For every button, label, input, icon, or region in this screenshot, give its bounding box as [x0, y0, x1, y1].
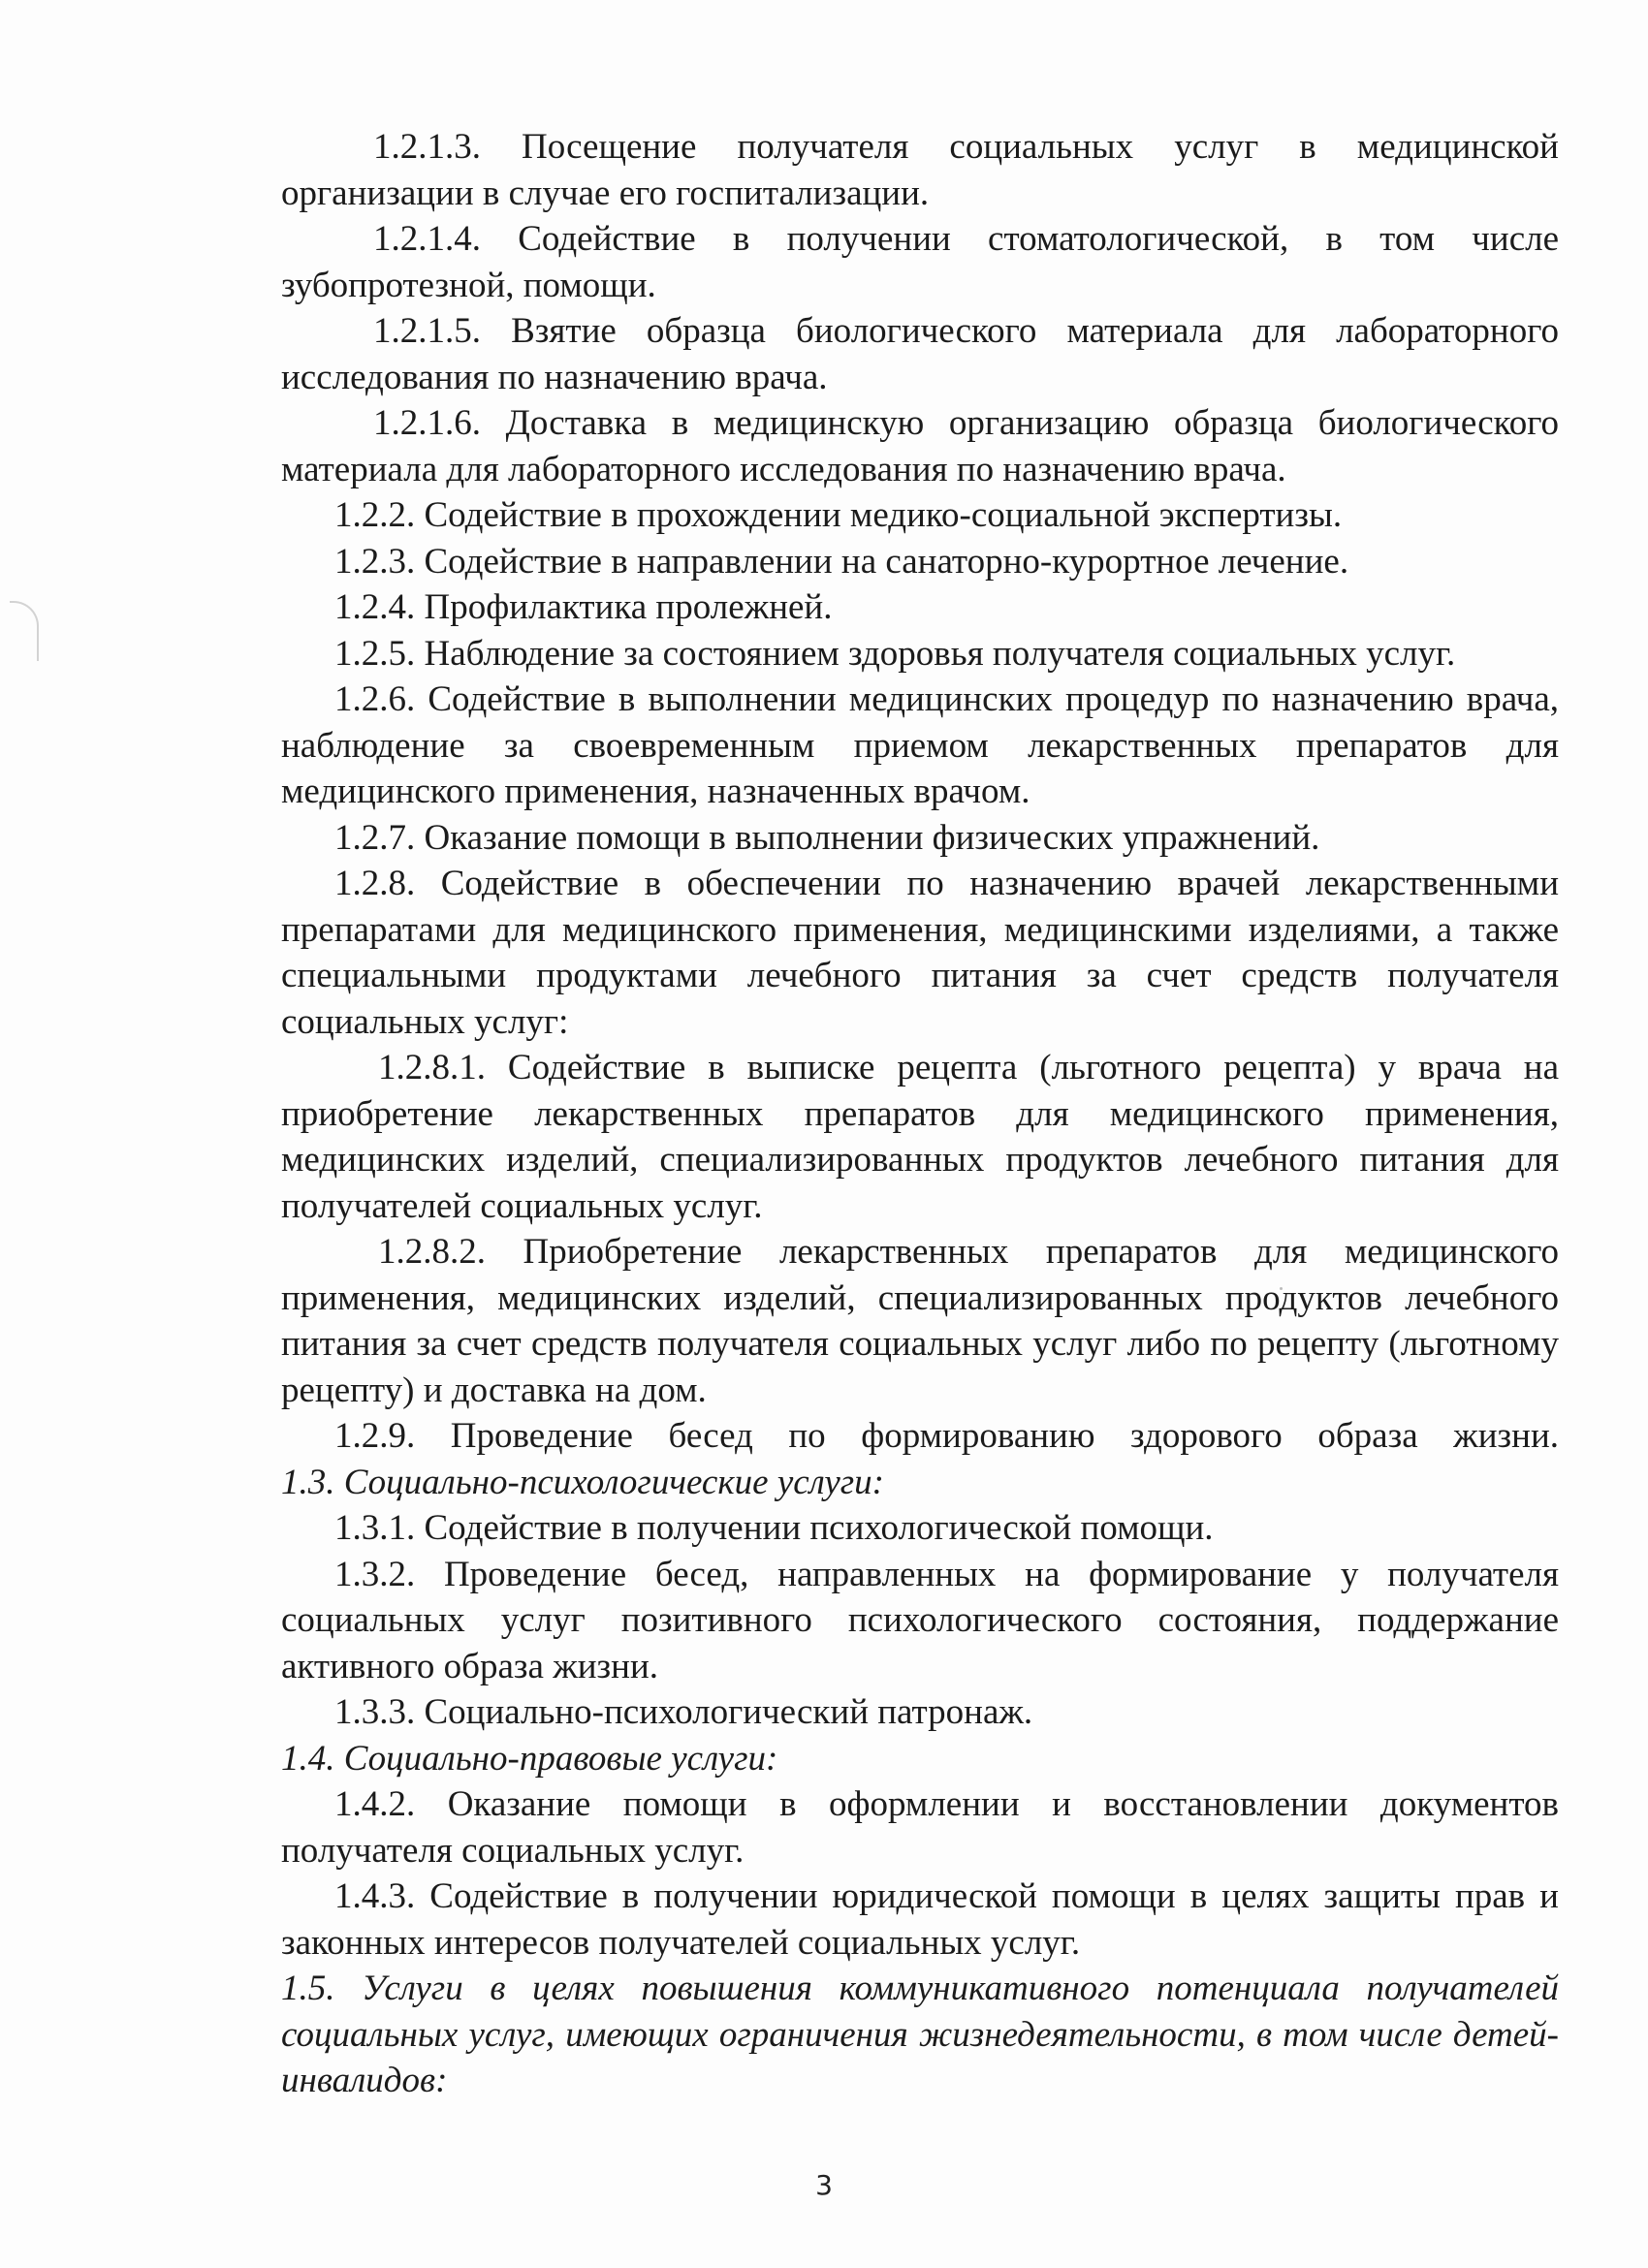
section-heading-1-4: 1.4. Социально-правовые услуги: — [281, 1738, 778, 1779]
paragraph-1-3-3: 1.3.3. Социально-психологический патронаж. — [334, 1692, 1033, 1732]
document-body — [281, 124, 1559, 2104]
paragraph-1-2-6: 1.2.6. Содействие в выполнении медицинских процедур по назначению врача, наблюдение за своевременным приемом лекарственных препаратов для медицинского применения, назначенных врачом. — [281, 679, 1559, 811]
section-heading-1-5: 1.5. Услуги в целях повышения коммуникативного потенциала получателей социальных услуг, имеющих ограничения жизнедеятельности, в том числе детей-инвалидов: — [281, 1969, 1559, 2100]
paragraph-1-2-1-3: 1.2.1.3. Посещение получателя социальных услуг в медицинской организации в случае его госпитализации. — [281, 127, 1559, 213]
paragraph-1-2-1-5: 1.2.1.5. Взятие образца биологического материала для лабораторного исследования по назначению врача. — [281, 311, 1559, 397]
paragraph-1-4-2: 1.4.2. Оказание помощи в оформлении и восстановлении документов получателя социальных услуг. — [281, 1784, 1559, 1871]
paragraph-1-3-1: 1.3.1. Содействие в получении психологической помощи. — [334, 1508, 1214, 1548]
paragraph-1-2-7: 1.2.7. Оказание помощи в выполнении физических упражнений. — [334, 817, 1320, 858]
paragraph-1-2-8-1: 1.2.8.1. Содействие в выписке рецепта (льготного рецепта) у врача на приобретение лекарственных препаратов для медицинского применения, медицинских изделий, специализированных продуктов лечебного питания для получателей социальных услуг. — [281, 1048, 1559, 1226]
paragraph-1-2-1-6: 1.2.1.6. Доставка в медицинскую организацию образца биологического материала для лабораторного исследования по назначению врача. — [281, 403, 1559, 489]
paragraph-1-2-9: 1.2.9. Проведение бесед по формированию здорового образа жизни. — [334, 1416, 1559, 1456]
paragraph-1-2-8-2: 1.2.8.2. Приобретение лекарственных препаратов для медицинского применения, медицинских изделий, специализированных продуктов лечебного питания за счет средств получателя социальных услуг либо по рецепту (льготному рецепту) и доставка на дом. — [281, 1232, 1559, 1410]
paragraph-1-3-2: 1.3.2. Проведение бесед, направленных на формирование у получателя социальных услуг позитивного психологического состояния, поддержание активного образа жизни. — [281, 1554, 1559, 1686]
section-heading-1-3: 1.3. Социально-психологические услуги: — [281, 1462, 885, 1502]
paragraph-1-2-4: 1.2.4. Профилактика пролежней. — [334, 587, 833, 627]
paragraph-1-2-5: 1.2.5. Наблюдение за состоянием здоровья получателя социальных услуг. — [334, 633, 1456, 674]
paragraph-1-2-2: 1.2.2. Содействие в прохождении медико-социальной экспертизы. — [334, 495, 1343, 535]
paragraph-1-2-3: 1.2.3. Содействие в направлении на санаторно-курортное лечение. — [334, 541, 1349, 582]
page-number: 3 — [815, 2169, 833, 2201]
scan-margin-mark — [10, 601, 39, 661]
paragraph-1-2-1-4: 1.2.1.4. Содействие в получении стоматологической, в том числе зубопротезной, помощи. — [281, 219, 1559, 305]
paragraph-1-2-8: 1.2.8. Содействие в обеспечении по назначению врачей лекарственными препаратами для медицинского применения, медицинскими изделиями, а также специальными продуктами лечебного питания за счет средств получателя социальных услуг: — [281, 864, 1559, 1042]
paragraph-1-4-3: 1.4.3. Содействие в получении юридической помощи в целях защиты прав и законных интересов получателей социальных услуг. — [281, 1876, 1559, 1963]
